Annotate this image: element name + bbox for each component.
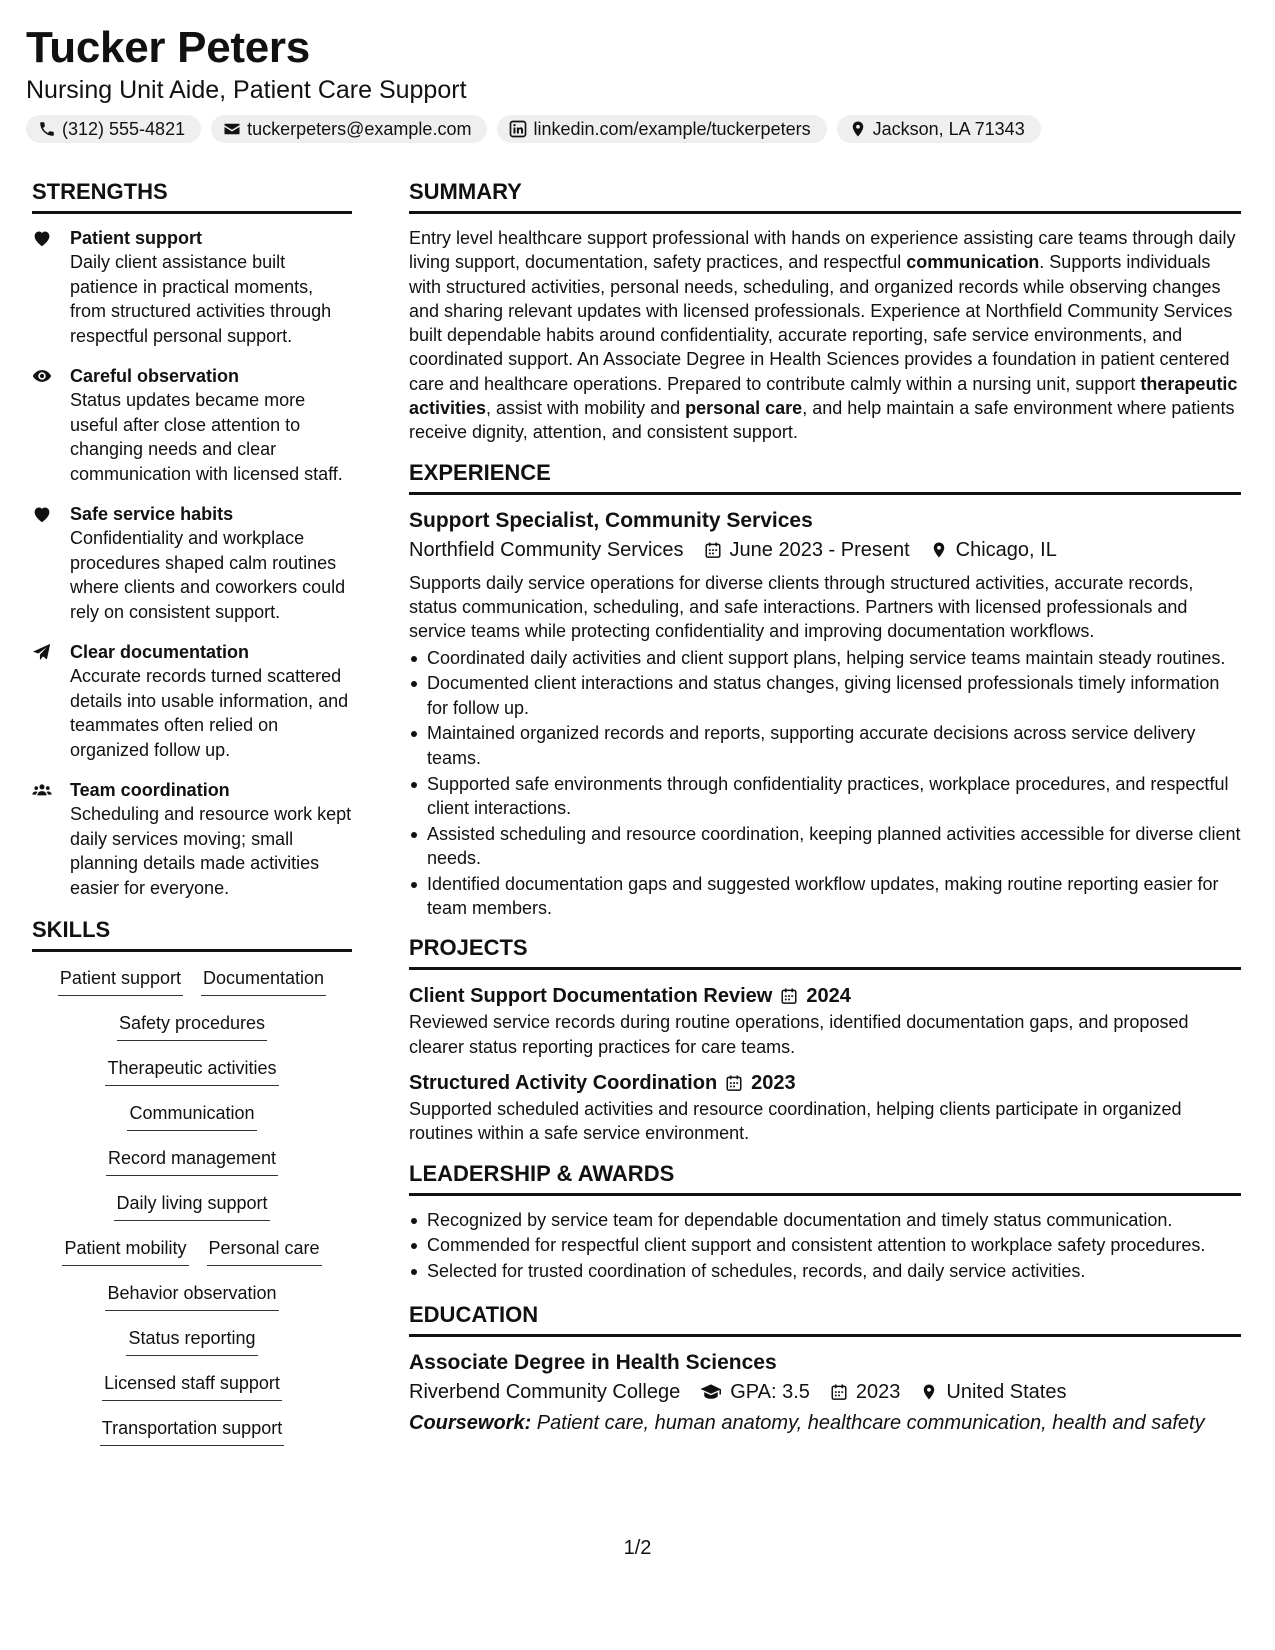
heart-icon: [32, 505, 52, 523]
strength-desc: Confidentiality and workplace procedures shaped calm routines where clients and coworkers could rely on consistent support.: [70, 528, 346, 622]
skills-heading: SKILLS: [32, 916, 352, 952]
contact-linkedin[interactable]: [497, 115, 826, 143]
calendar-icon: [704, 541, 722, 559]
map-pin-icon: [920, 1383, 938, 1401]
calendar-icon: [830, 1383, 848, 1401]
education-meta: [409, 1377, 1241, 1407]
page-number: 1/2: [623, 1537, 652, 1559]
job-description: Supports daily service operations for diverse clients through structured activities, accurate records, status communication, scheduling, and safe interactions. Partners with licensed professionals and service teams while protecting confidentiality and improving documentation workflows.: [409, 572, 1194, 642]
skill-chip: Status reporting: [126, 1326, 257, 1356]
coursework: Coursework: Patient care, human anatomy, healthcare communication, health and safety: [409, 1412, 1205, 1435]
linkedin-text: linkedin.com/example/tuckerpeters: [533, 118, 811, 139]
summary-text: Entry level healthcare support professional with hands on experience assisting care teams through daily living support, documentation, safety practices, and respectful communication. Supports individuals with structured activities, personal needs, scheduling, and organized records while observing changes and sharing relevant updates with licensed professionals. Experience at Northfield Community Services built dependable habits around confidentiality, accurate reporting, safe service environments, and coordinated support. An Associate Degree in Health Sciences provides a foundation in patient centered care and healthcare operations. Prepared to contribute calmly within a nursing unit, support therapeutic activities, assist with mobility and personal care, and help maintain a safe environment where patients receive dignity, attention, and consistent support.: [409, 228, 1238, 443]
map-pin-icon: [930, 541, 948, 559]
paper-plane-icon: [32, 643, 52, 661]
project-year: 2023: [751, 1071, 796, 1094]
company-name: Northfield Community Services: [409, 538, 684, 561]
project-desc: Supported scheduled activities and resource coordination, helping clients participate in organized routines within a safe service environment.: [409, 1098, 1182, 1144]
envelope-icon: [223, 120, 241, 138]
summary-heading: SUMMARY: [409, 178, 1241, 214]
list-item: Identified documentation gaps and suggested workflow updates, making routine reporting easier for team members.: [409, 872, 1241, 921]
strength-item: [32, 502, 352, 624]
contact-phone[interactable]: [26, 115, 201, 143]
list-item: Maintained organized records and reports, supporting accurate decisions across service delivery teams.: [409, 721, 1241, 770]
list-item: Coordinated daily activities and client support plans, helping service teams maintain steady routines.: [409, 646, 1241, 670]
calendar-icon: [725, 1074, 743, 1092]
candidate-name: Tucker Peters: [26, 23, 310, 72]
degree-title: Associate Degree in Health Sciences: [409, 1351, 777, 1375]
job-bullets: [409, 646, 1241, 921]
skill-chip: Daily living support: [114, 1191, 269, 1221]
list-item: Commended for respectful client support and consistent attention to workplace safety procedures.: [409, 1233, 1241, 1257]
strength-desc: Scheduling and resource work kept daily services moving; small planning details made activities easier for everyone.: [70, 804, 352, 898]
strength-desc: Daily client assistance built patience in practical moments, from structured activities through respectful personal support.: [70, 252, 332, 346]
project-title: Client Support Documentation Review: [409, 985, 773, 1008]
strength-desc: Accurate records turned scattered details into usable information, and teammates often relied on organized follow up.: [70, 666, 349, 760]
project-title: Structured Activity Coordination: [409, 1071, 718, 1094]
list-item: Supported safe environments through confidentiality practices, workplace procedures, and respectful client interactions.: [409, 772, 1241, 821]
skill-chip: Record management: [106, 1146, 278, 1176]
contact-email[interactable]: [211, 115, 487, 143]
strength-item: [32, 364, 352, 486]
strength-title: Careful observation: [70, 366, 240, 386]
left-column: [32, 178, 352, 1461]
project-year: 2024: [806, 985, 851, 1008]
list-item: Documented client interactions and status changes, giving licensed professionals timely information for follow up.: [409, 671, 1241, 720]
skill-chip: Safety procedures: [117, 1011, 267, 1041]
leadership-bullets: [409, 1208, 1241, 1284]
job-dates: June 2023 - Present: [729, 538, 910, 561]
project-title-row: [409, 982, 1241, 1010]
skill-chip: Behavior observation: [105, 1281, 278, 1311]
list-item: Recognized by service team for dependable documentation and timely status communication.: [409, 1208, 1241, 1232]
skill-chip: Communication: [127, 1101, 256, 1131]
heart-icon: [32, 229, 52, 247]
users-icon: [32, 781, 52, 799]
strength-title: Safe service habits: [70, 504, 234, 524]
contact-bar: [26, 115, 1246, 143]
gpa: GPA: 3.5: [730, 1381, 810, 1404]
contact-location: [837, 115, 1041, 143]
list-item: Assisted scheduling and resource coordination, keeping planned activities accessible for diverse client needs.: [409, 822, 1241, 871]
phone-text: (312) 555-4821: [62, 118, 186, 139]
strength-title: Team coordination: [70, 780, 230, 800]
leadership-heading: LEADERSHIP & AWARDS: [409, 1160, 1241, 1196]
graduation-year: 2023: [855, 1381, 901, 1404]
strength-title: Patient support: [70, 228, 203, 248]
skill-chip: Transportation support: [100, 1416, 284, 1446]
right-column: [409, 178, 1241, 1437]
project-desc: Reviewed service records during routine operations, identified documentation gaps, and proposed clearer status reporting practices for care teams.: [409, 1012, 1189, 1057]
school-name: Riverbend Community College: [409, 1381, 681, 1404]
job-title: Support Specialist, Community Services: [409, 508, 813, 532]
email-text: tuckerpeters@example.com: [247, 118, 472, 139]
strength-title: Clear documentation: [70, 642, 250, 662]
calendar-icon: [780, 987, 798, 1005]
project-title-row: [409, 1069, 1241, 1097]
strength-item: [32, 778, 352, 900]
phone-icon: [38, 120, 56, 138]
education-location: United States: [946, 1381, 1067, 1404]
strength-item: [32, 640, 352, 762]
skill-chip: Documentation: [201, 966, 326, 996]
skill-chip: Patient support: [58, 966, 183, 996]
map-pin-icon: [849, 120, 867, 138]
skill-chip: Personal care: [207, 1236, 322, 1266]
job-location: Chicago, IL: [955, 538, 1057, 561]
projects-heading: PROJECTS: [409, 934, 1241, 970]
linkedin-icon: [509, 120, 527, 138]
graduation-cap-icon: [700, 1383, 722, 1401]
skills-list: [32, 964, 352, 1461]
strength-item: [32, 226, 352, 348]
strength-desc: Status updates became more useful after close attention to changing needs and clear communication with licensed staff.: [70, 390, 343, 484]
resume-header: [26, 22, 1246, 143]
strengths-heading: STRENGTHS: [32, 178, 352, 214]
experience-heading: EXPERIENCE: [409, 459, 1241, 495]
eye-icon: [32, 367, 52, 385]
skill-chip: Licensed staff support: [102, 1371, 282, 1401]
skill-chip: Patient mobility: [62, 1236, 188, 1266]
location-text: Jackson, LA 71343: [872, 118, 1025, 139]
education-heading: EDUCATION: [409, 1301, 1241, 1337]
skill-chip: Therapeutic activities: [105, 1056, 278, 1086]
list-item: Selected for trusted coordination of schedules, records, and daily service activities.: [409, 1259, 1241, 1283]
job-meta: [409, 535, 1241, 565]
candidate-role: Nursing Unit Aide, Patient Care Support: [26, 76, 467, 104]
